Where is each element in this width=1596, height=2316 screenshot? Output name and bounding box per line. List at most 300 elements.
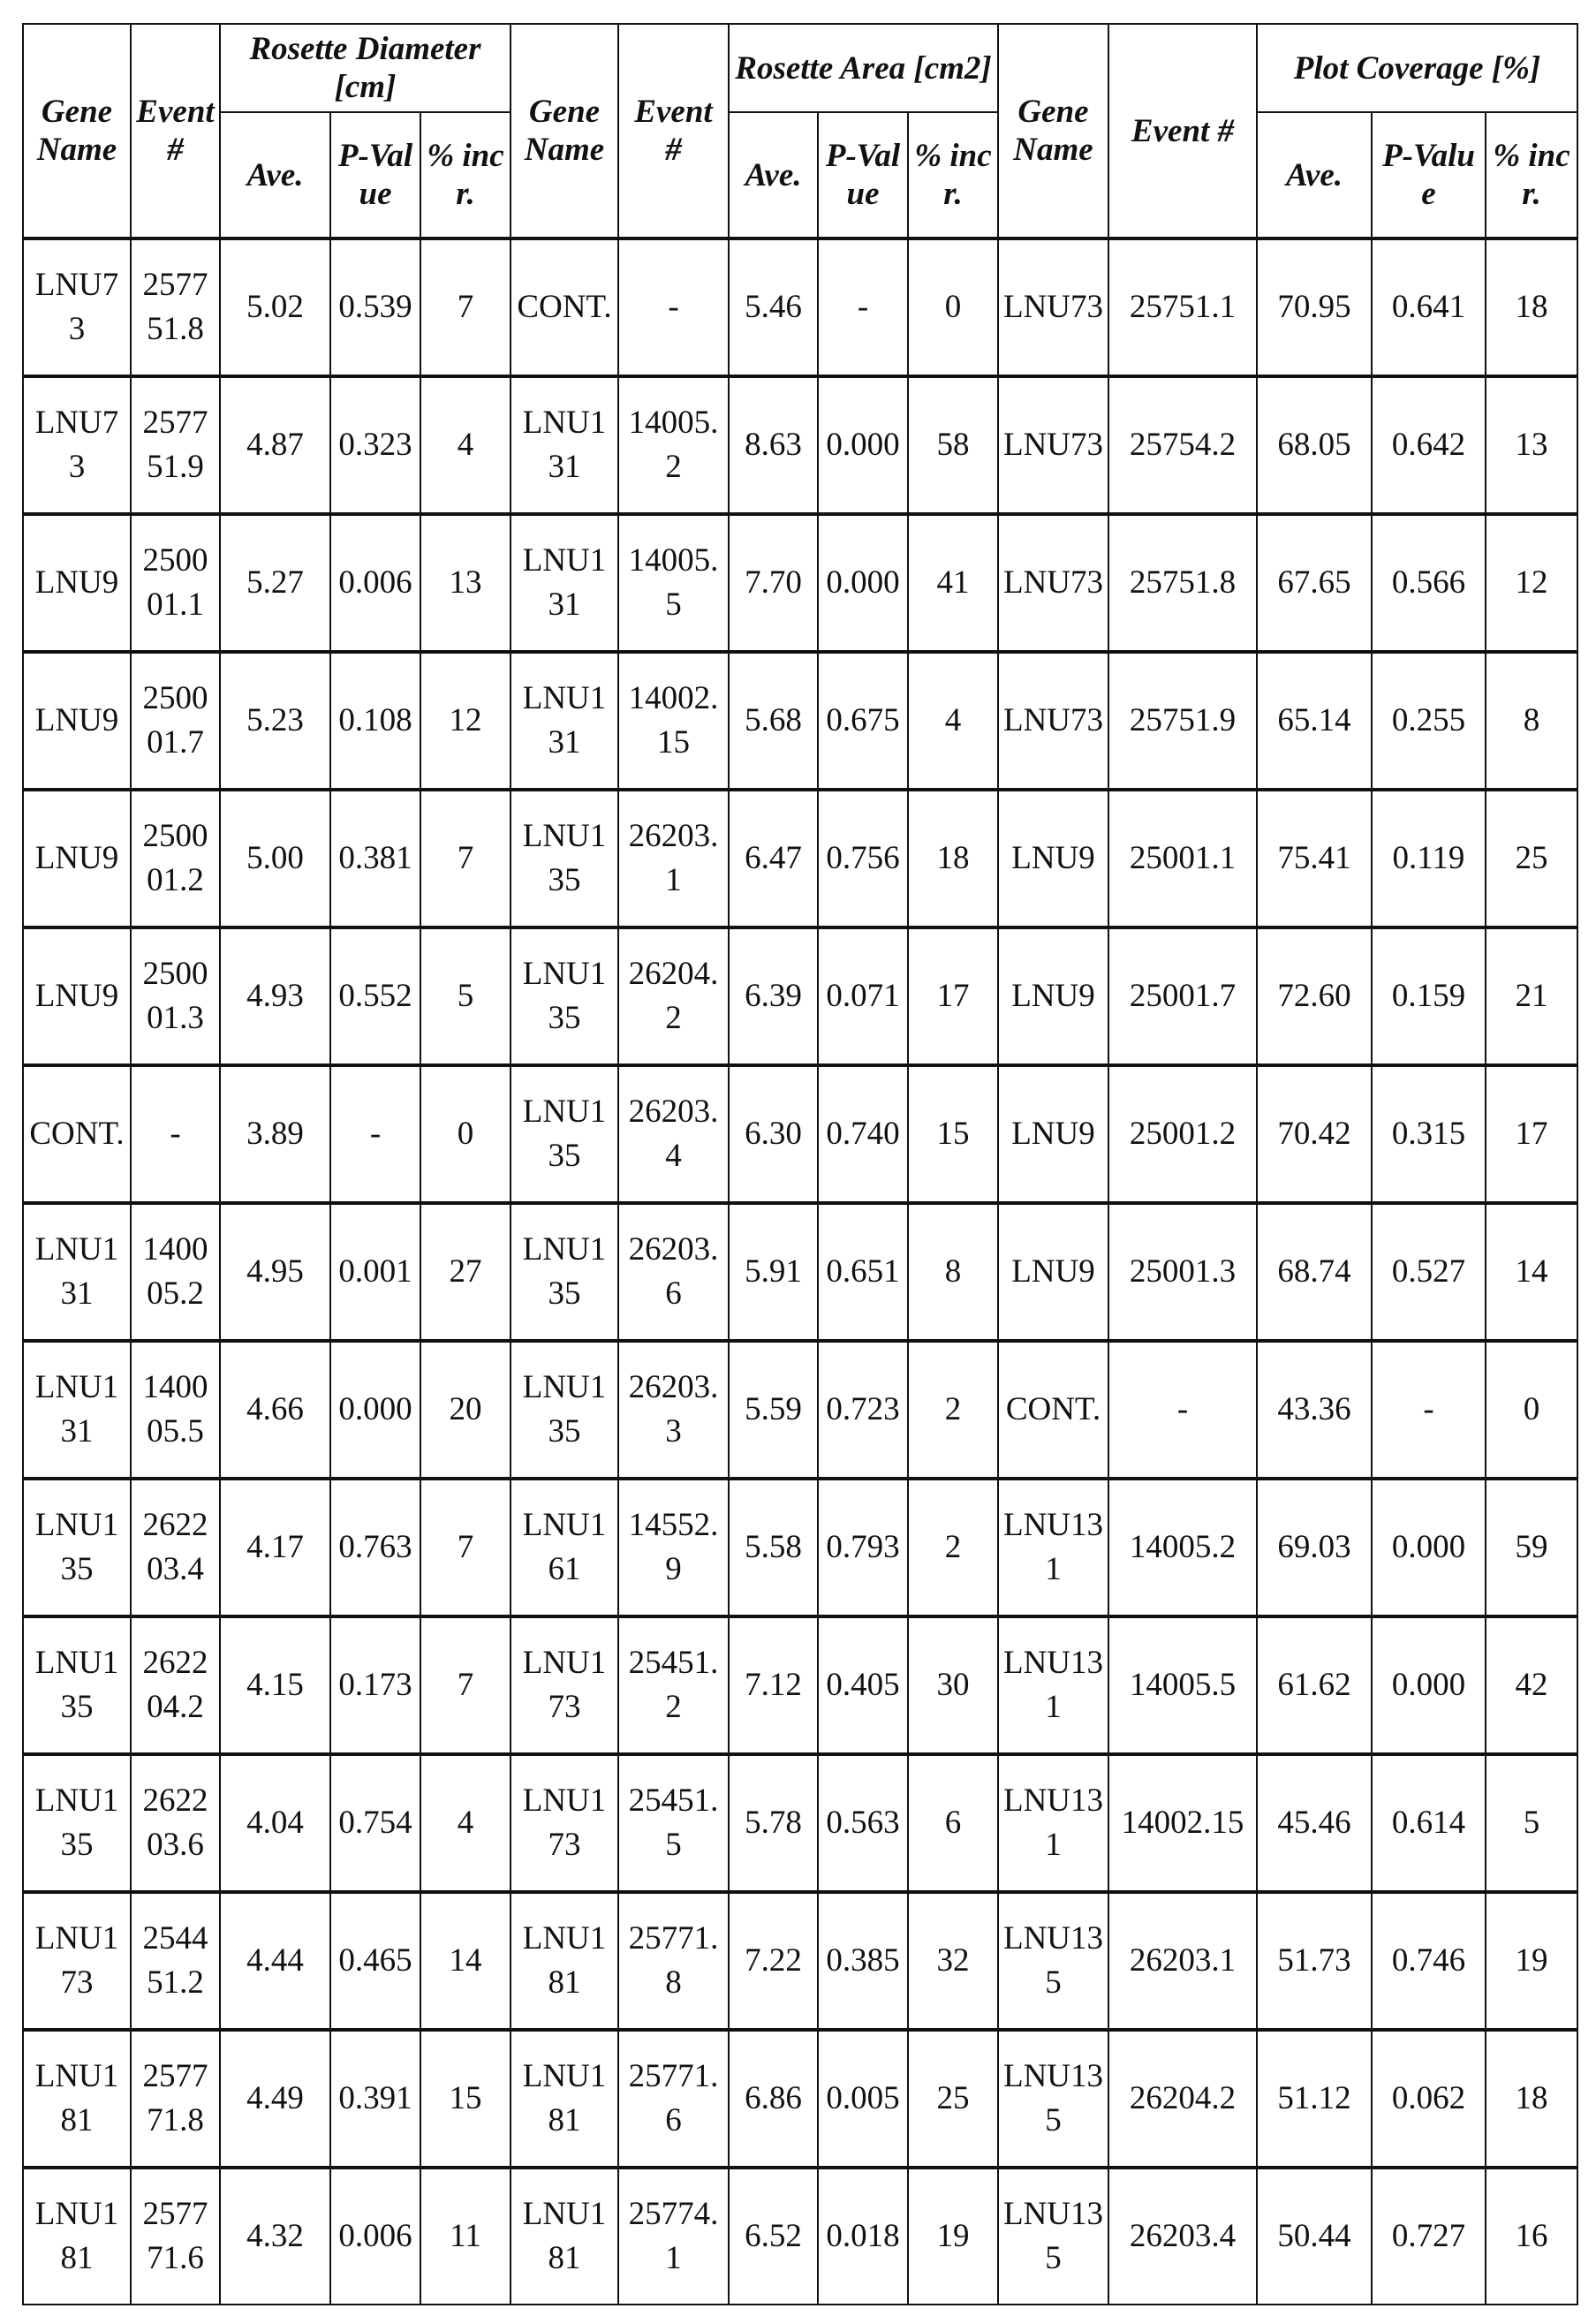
diameter-gene-name-cell <box>23 790 131 927</box>
area-event-number-cell <box>618 652 729 790</box>
area-p-value: 0.675 <box>826 702 900 738</box>
coverage-percent-increase-cell <box>1486 790 1577 927</box>
area-p-value-cell <box>818 1203 908 1341</box>
diameter-percent-increase-cell <box>420 1892 511 2030</box>
diameter-event-number-cell <box>131 1892 220 2030</box>
area-average: 7.12 <box>745 1667 802 1703</box>
coverage-p-value-cell <box>1372 1341 1486 1479</box>
diameter-gene-name: LNU135 <box>34 1645 119 1725</box>
area-p-value-cell <box>818 1479 908 1616</box>
area-percent-increase: 15 <box>936 1116 970 1152</box>
diameter-event-number: 262203.4 <box>142 1507 208 1587</box>
coverage-p-value-cell <box>1372 652 1486 790</box>
coverage-p-value-cell <box>1372 1203 1486 1341</box>
coverage-percent-increase-cell <box>1486 1479 1577 1616</box>
area-gene-name: LNU131 <box>522 405 607 485</box>
area-gene-name-cell <box>511 238 618 376</box>
diameter-gene-name: LNU131 <box>34 1369 119 1449</box>
area-p-value-cell <box>818 1616 908 1754</box>
area-average-cell <box>729 2030 818 2168</box>
coverage-percent-increase-cell <box>1486 1616 1577 1754</box>
diameter-percent-increase: 7 <box>457 289 474 325</box>
diameter-average: 3.89 <box>246 1116 304 1152</box>
diameter-percent-increase: 11 <box>450 2218 481 2254</box>
area-p-value-cell <box>818 514 908 652</box>
area-average-cell <box>729 927 818 1065</box>
table-row <box>23 2030 1577 2168</box>
diameter-average: 5.23 <box>246 702 304 738</box>
coverage-percent-increase-cell <box>1486 514 1577 652</box>
diameter-p-value: 0.381 <box>338 840 412 876</box>
area-percent-increase: 17 <box>936 978 970 1014</box>
coverage-event-number: 25754.2 <box>1129 427 1237 463</box>
diameter-average-cell <box>220 1892 330 2030</box>
coverage-p-value: 0.159 <box>1391 978 1466 1014</box>
coverage-event-number: - <box>1176 1391 1189 1427</box>
diameter-percent-increase-cell <box>420 652 511 790</box>
area-event-number: 14005.5 <box>628 542 719 623</box>
area-gene-name: LNU181 <box>522 2058 607 2138</box>
header-gene-name-1: Gene Name <box>23 24 131 238</box>
diameter-gene-name-cell <box>23 1754 131 1892</box>
coverage-percent-increase-cell <box>1486 1754 1577 1892</box>
diameter-average: 4.95 <box>246 1253 304 1290</box>
diameter-gene-name-cell <box>23 376 131 514</box>
diameter-gene-name: LNU9 <box>34 564 119 601</box>
coverage-average-cell <box>1257 2030 1372 2168</box>
coverage-percent-increase: 16 <box>1515 2218 1548 2254</box>
header-ave: Ave. <box>729 112 818 238</box>
area-gene-name: CONT. <box>517 289 612 325</box>
diameter-percent-increase: 20 <box>449 1391 482 1427</box>
diameter-p-value: 0.001 <box>338 1253 412 1290</box>
diameter-percent-increase: 7 <box>457 1667 474 1703</box>
area-gene-name: LNU135 <box>522 1094 607 1174</box>
area-event-number: 25451.5 <box>628 1782 719 1863</box>
diameter-percent-increase: 4 <box>457 1805 474 1841</box>
area-gene-name: LNU181 <box>522 2196 607 2276</box>
diameter-average: 5.02 <box>246 289 304 325</box>
coverage-percent-increase-cell <box>1486 1203 1577 1341</box>
diameter-percent-increase: 13 <box>449 564 482 601</box>
header-pct-incr: % incr. <box>908 112 998 238</box>
area-gene-name-cell <box>511 1754 618 1892</box>
area-event-number-cell <box>618 376 729 514</box>
coverage-average: 65.14 <box>1277 702 1351 738</box>
diameter-percent-increase-cell <box>420 1616 511 1754</box>
diameter-gene-name: LNU73 <box>34 405 119 485</box>
diameter-gene-name-cell <box>23 514 131 652</box>
area-gene-name: LNU135 <box>522 1369 607 1449</box>
coverage-event-number-cell <box>1108 1065 1257 1203</box>
header-pct-incr: % incr. <box>420 112 511 238</box>
diameter-event-number-cell <box>131 1203 220 1341</box>
diameter-gene-name-cell <box>23 1892 131 2030</box>
diameter-average-cell <box>220 2168 330 2305</box>
diameter-event-number: 262204.2 <box>142 1645 208 1725</box>
coverage-gene-name: LNU73 <box>1002 564 1104 601</box>
area-event-number-cell <box>618 1203 729 1341</box>
table-row <box>23 1065 1577 1203</box>
diameter-average: 5.00 <box>246 840 304 876</box>
coverage-gene-name-cell <box>998 927 1108 1065</box>
diameter-p-value: 0.763 <box>338 1529 412 1565</box>
coverage-p-value-cell <box>1372 238 1486 376</box>
area-gene-name-cell <box>511 652 618 790</box>
header-p-value: P-Value <box>330 112 420 238</box>
coverage-gene-name-cell <box>998 1479 1108 1616</box>
coverage-percent-increase: 13 <box>1515 427 1548 463</box>
area-average: 5.68 <box>745 702 802 738</box>
area-gene-name: LNU173 <box>522 1645 607 1725</box>
coverage-percent-increase: 25 <box>1515 840 1548 876</box>
coverage-average: 43.36 <box>1277 1391 1351 1427</box>
coverage-average-cell <box>1257 1479 1372 1616</box>
diameter-p-value-cell <box>330 2168 420 2305</box>
area-event-number: 25774.1 <box>628 2196 719 2276</box>
coverage-gene-name: LNU73 <box>1002 289 1104 325</box>
diameter-event-number: 257771.6 <box>142 2196 208 2276</box>
header-ave: Ave. <box>220 112 330 238</box>
diameter-percent-increase: 5 <box>457 978 474 1014</box>
diameter-event-number-cell <box>131 927 220 1065</box>
area-event-number-cell <box>618 1341 729 1479</box>
area-event-number: 26203.3 <box>628 1369 719 1449</box>
diameter-p-value-cell <box>330 514 420 652</box>
area-event-number: 26203.1 <box>628 818 719 898</box>
coverage-event-number: 14005.2 <box>1129 1529 1237 1565</box>
coverage-event-number-cell <box>1108 238 1257 376</box>
coverage-gene-name: LNU131 <box>1002 1782 1104 1863</box>
area-p-value: 0.756 <box>826 840 900 876</box>
area-percent-increase: 0 <box>944 289 962 325</box>
diameter-event-number: 250001.7 <box>142 680 208 761</box>
coverage-average: 75.41 <box>1277 840 1351 876</box>
coverage-average-cell <box>1257 927 1372 1065</box>
coverage-p-value-cell <box>1372 1479 1486 1616</box>
diameter-p-value-cell <box>330 1341 420 1479</box>
table-row <box>23 1754 1577 1892</box>
diameter-percent-increase-cell <box>420 1341 511 1479</box>
area-p-value: 0.005 <box>826 2080 900 2116</box>
area-gene-name-cell <box>511 1065 618 1203</box>
coverage-gene-name: LNU9 <box>1011 1253 1095 1290</box>
coverage-gene-name-cell <box>998 652 1108 790</box>
table-row <box>23 652 1577 790</box>
diameter-gene-name-cell <box>23 1065 131 1203</box>
diameter-p-value-cell <box>330 1892 420 2030</box>
diameter-percent-increase-cell <box>420 927 511 1065</box>
table-row <box>23 1479 1577 1616</box>
coverage-p-value-cell <box>1372 1754 1486 1892</box>
area-p-value-cell <box>818 927 908 1065</box>
diameter-event-number-cell <box>131 1341 220 1479</box>
coverage-average-cell <box>1257 1341 1372 1479</box>
diameter-gene-name-cell <box>23 1479 131 1616</box>
coverage-average: 67.65 <box>1277 564 1351 601</box>
area-event-number: 25771.8 <box>628 1920 719 2001</box>
coverage-event-number: 26204.2 <box>1129 2080 1237 2116</box>
coverage-p-value: 0.641 <box>1391 289 1466 325</box>
coverage-average-cell <box>1257 376 1372 514</box>
diameter-average-cell <box>220 1203 330 1341</box>
coverage-p-value-cell <box>1372 514 1486 652</box>
diameter-gene-name-cell <box>23 1616 131 1754</box>
area-gene-name-cell <box>511 1616 618 1754</box>
area-event-number: 25771.6 <box>628 2058 719 2138</box>
area-p-value-cell <box>818 790 908 927</box>
table-row <box>23 1203 1577 1341</box>
area-gene-name-cell <box>511 790 618 927</box>
area-event-number-cell <box>618 1616 729 1754</box>
area-gene-name: LNU131 <box>522 542 607 623</box>
header-ave: Ave. <box>1257 112 1372 238</box>
diameter-gene-name: CONT. <box>29 1116 125 1152</box>
coverage-percent-increase-cell <box>1486 376 1577 514</box>
coverage-gene-name-cell <box>998 514 1108 652</box>
diameter-event-number-cell <box>131 2030 220 2168</box>
area-average: 8.63 <box>745 427 802 463</box>
diameter-gene-name: LNU9 <box>34 978 119 1014</box>
diameter-event-number-cell <box>131 1754 220 1892</box>
area-event-number-cell <box>618 238 729 376</box>
coverage-gene-name: LNU9 <box>1011 840 1095 876</box>
coverage-gene-name: LNU73 <box>1002 427 1104 463</box>
table-row <box>23 238 1577 376</box>
coverage-average-cell <box>1257 2168 1372 2305</box>
diameter-p-value: 0.323 <box>338 427 412 463</box>
area-average: 7.22 <box>745 1942 802 1979</box>
area-percent-increase-cell <box>908 1892 998 2030</box>
diameter-p-value: 0.108 <box>338 702 412 738</box>
diameter-average-cell <box>220 514 330 652</box>
diameter-p-value-cell <box>330 1065 420 1203</box>
diameter-average: 4.66 <box>246 1391 304 1427</box>
area-event-number: 14002.15 <box>628 680 719 761</box>
coverage-gene-name: LNU135 <box>1002 2058 1104 2138</box>
diameter-p-value-cell <box>330 927 420 1065</box>
area-event-number-cell <box>618 1479 729 1616</box>
diameter-p-value: 0.391 <box>338 2080 412 2116</box>
coverage-percent-increase-cell <box>1486 1341 1577 1479</box>
coverage-p-value-cell <box>1372 2030 1486 2168</box>
coverage-gene-name-cell <box>998 1754 1108 1892</box>
table-body <box>23 238 1577 2305</box>
coverage-average-cell <box>1257 652 1372 790</box>
coverage-average-cell <box>1257 790 1372 927</box>
diameter-p-value-cell <box>330 652 420 790</box>
coverage-gene-name-cell <box>998 376 1108 514</box>
table-row <box>23 514 1577 652</box>
area-event-number-cell <box>618 1065 729 1203</box>
diameter-p-value-cell <box>330 2030 420 2168</box>
diameter-gene-name-cell <box>23 652 131 790</box>
area-event-number-cell <box>618 514 729 652</box>
diameter-p-value: 0.552 <box>338 978 412 1014</box>
coverage-event-number-cell <box>1108 2168 1257 2305</box>
coverage-percent-increase: 8 <box>1523 702 1540 738</box>
coverage-average-cell <box>1257 514 1372 652</box>
table-row <box>23 790 1577 927</box>
area-percent-increase: 6 <box>944 1805 962 1841</box>
coverage-percent-increase-cell <box>1486 2168 1577 2305</box>
area-percent-increase: 2 <box>944 1529 962 1565</box>
diameter-percent-increase: 15 <box>449 2080 482 2116</box>
area-gene-name-cell <box>511 1203 618 1341</box>
coverage-event-number: 14005.5 <box>1129 1667 1237 1703</box>
coverage-average: 51.73 <box>1277 1942 1351 1979</box>
header-gene-name-2: Gene Name <box>511 24 618 238</box>
coverage-p-value-cell <box>1372 1065 1486 1203</box>
area-event-number: 26203.4 <box>628 1094 719 1174</box>
coverage-gene-name: LNU131 <box>1002 1507 1104 1587</box>
diameter-event-number-cell <box>131 376 220 514</box>
diameter-average-cell <box>220 1341 330 1479</box>
area-percent-increase-cell <box>908 1341 998 1479</box>
coverage-percent-increase: 18 <box>1515 289 1548 325</box>
area-gene-name-cell <box>511 514 618 652</box>
diameter-percent-increase-cell <box>420 1754 511 1892</box>
coverage-p-value: 0.566 <box>1391 564 1466 601</box>
area-gene-name-cell <box>511 1341 618 1479</box>
diameter-percent-increase: 7 <box>457 1529 474 1565</box>
diameter-average-cell <box>220 927 330 1065</box>
diameter-gene-name: LNU173 <box>34 1920 119 2001</box>
diameter-gene-name-cell <box>23 927 131 1065</box>
diameter-gene-name-cell <box>23 238 131 376</box>
area-average: 5.58 <box>745 1529 802 1565</box>
coverage-event-number-cell <box>1108 2030 1257 2168</box>
area-gene-name: LNU181 <box>522 1920 607 2001</box>
coverage-event-number: 25001.3 <box>1129 1253 1237 1290</box>
diameter-gene-name-cell <box>23 1203 131 1341</box>
diameter-gene-name-cell <box>23 2168 131 2305</box>
area-average: 5.59 <box>745 1391 802 1427</box>
coverage-event-number-cell <box>1108 1341 1257 1479</box>
area-event-number: 26203.6 <box>628 1231 719 1312</box>
area-percent-increase: 8 <box>944 1253 962 1290</box>
area-gene-name: LNU135 <box>522 1231 607 1312</box>
coverage-p-value-cell <box>1372 1616 1486 1754</box>
coverage-event-number-cell <box>1108 1479 1257 1616</box>
table-row <box>23 1892 1577 2030</box>
coverage-percent-increase: 19 <box>1515 1942 1548 1979</box>
coverage-event-number-cell <box>1108 1892 1257 2030</box>
header-p-value: P-Value <box>1372 112 1486 238</box>
results-table <box>22 23 1578 2305</box>
diameter-average: 4.87 <box>246 427 304 463</box>
coverage-gene-name-cell <box>998 1616 1108 1754</box>
coverage-gene-name-cell <box>998 2030 1108 2168</box>
coverage-percent-increase-cell <box>1486 238 1577 376</box>
diameter-event-number-cell <box>131 514 220 652</box>
area-p-value: 0.405 <box>826 1667 900 1703</box>
diameter-average-cell <box>220 238 330 376</box>
coverage-average: 69.03 <box>1277 1529 1351 1565</box>
diameter-average: 4.93 <box>246 978 304 1014</box>
area-percent-increase: 30 <box>936 1667 970 1703</box>
coverage-p-value: 0.727 <box>1391 2218 1466 2254</box>
diameter-p-value-cell <box>330 238 420 376</box>
area-percent-increase-cell <box>908 376 998 514</box>
coverage-event-number-cell <box>1108 514 1257 652</box>
coverage-percent-increase: 0 <box>1523 1391 1540 1427</box>
area-percent-increase-cell <box>908 1754 998 1892</box>
area-p-value: 0.000 <box>826 427 900 463</box>
area-gene-name: LNU135 <box>522 956 607 1036</box>
diameter-event-number-cell <box>131 790 220 927</box>
area-p-value-cell <box>818 1892 908 2030</box>
header-pct-incr: % incr. <box>1486 112 1577 238</box>
area-p-value: 0.651 <box>826 1253 900 1290</box>
coverage-gene-name-cell <box>998 790 1108 927</box>
coverage-p-value: 0.315 <box>1391 1116 1466 1152</box>
table-row <box>23 2168 1577 2305</box>
coverage-average: 45.46 <box>1277 1805 1351 1841</box>
diameter-average-cell <box>220 1479 330 1616</box>
coverage-gene-name: LNU73 <box>1002 702 1104 738</box>
coverage-p-value: 0.614 <box>1391 1805 1466 1841</box>
diameter-percent-increase-cell <box>420 1479 511 1616</box>
coverage-event-number-cell <box>1108 1203 1257 1341</box>
coverage-percent-increase: 12 <box>1515 564 1548 601</box>
coverage-event-number-cell <box>1108 652 1257 790</box>
coverage-average: 70.42 <box>1277 1116 1351 1152</box>
coverage-p-value-cell <box>1372 376 1486 514</box>
diameter-average: 4.04 <box>246 1805 304 1841</box>
diameter-percent-increase: 12 <box>449 702 482 738</box>
area-gene-name: LNU161 <box>522 1507 607 1587</box>
header-event-3: Event # <box>1108 24 1257 238</box>
diameter-event-number-cell <box>131 1616 220 1754</box>
area-percent-increase: 58 <box>936 427 970 463</box>
area-percent-increase-cell <box>908 2030 998 2168</box>
area-gene-name-cell <box>511 376 618 514</box>
area-percent-increase-cell <box>908 2168 998 2305</box>
area-average: 6.86 <box>745 2080 802 2116</box>
area-percent-increase: 18 <box>936 840 970 876</box>
coverage-percent-increase: 21 <box>1515 978 1548 1014</box>
diameter-event-number: 250001.1 <box>142 542 208 623</box>
coverage-p-value-cell <box>1372 790 1486 927</box>
diameter-average: 5.27 <box>246 564 304 601</box>
coverage-average: 51.12 <box>1277 2080 1351 2116</box>
coverage-p-value: - <box>1423 1391 1434 1427</box>
area-p-value: 0.740 <box>826 1116 900 1152</box>
coverage-p-value: 0.255 <box>1391 702 1466 738</box>
diameter-gene-name: LNU9 <box>34 702 119 738</box>
diameter-event-number-cell <box>131 652 220 790</box>
area-average-cell <box>729 652 818 790</box>
diameter-average: 4.15 <box>246 1667 304 1703</box>
area-p-value: 0.071 <box>826 978 900 1014</box>
diameter-percent-increase: 0 <box>457 1116 474 1152</box>
area-average: 5.46 <box>745 289 802 325</box>
coverage-event-number: 14002.15 <box>1121 1805 1244 1841</box>
area-average: 5.78 <box>745 1805 802 1841</box>
header-plot-coverage: Plot Coverage [%] <box>1257 24 1577 112</box>
diameter-event-number: 262203.6 <box>142 1782 208 1863</box>
area-event-number: 25451.2 <box>628 1645 719 1725</box>
diameter-gene-name: LNU131 <box>34 1231 119 1312</box>
diameter-p-value: - <box>369 1116 382 1152</box>
area-event-number-cell <box>618 790 729 927</box>
area-event-number: 26204.2 <box>628 956 719 1036</box>
area-percent-increase-cell <box>908 652 998 790</box>
header-p-value: P-Value <box>818 112 908 238</box>
coverage-event-number: 25001.2 <box>1129 1116 1237 1152</box>
area-percent-increase-cell <box>908 1203 998 1341</box>
